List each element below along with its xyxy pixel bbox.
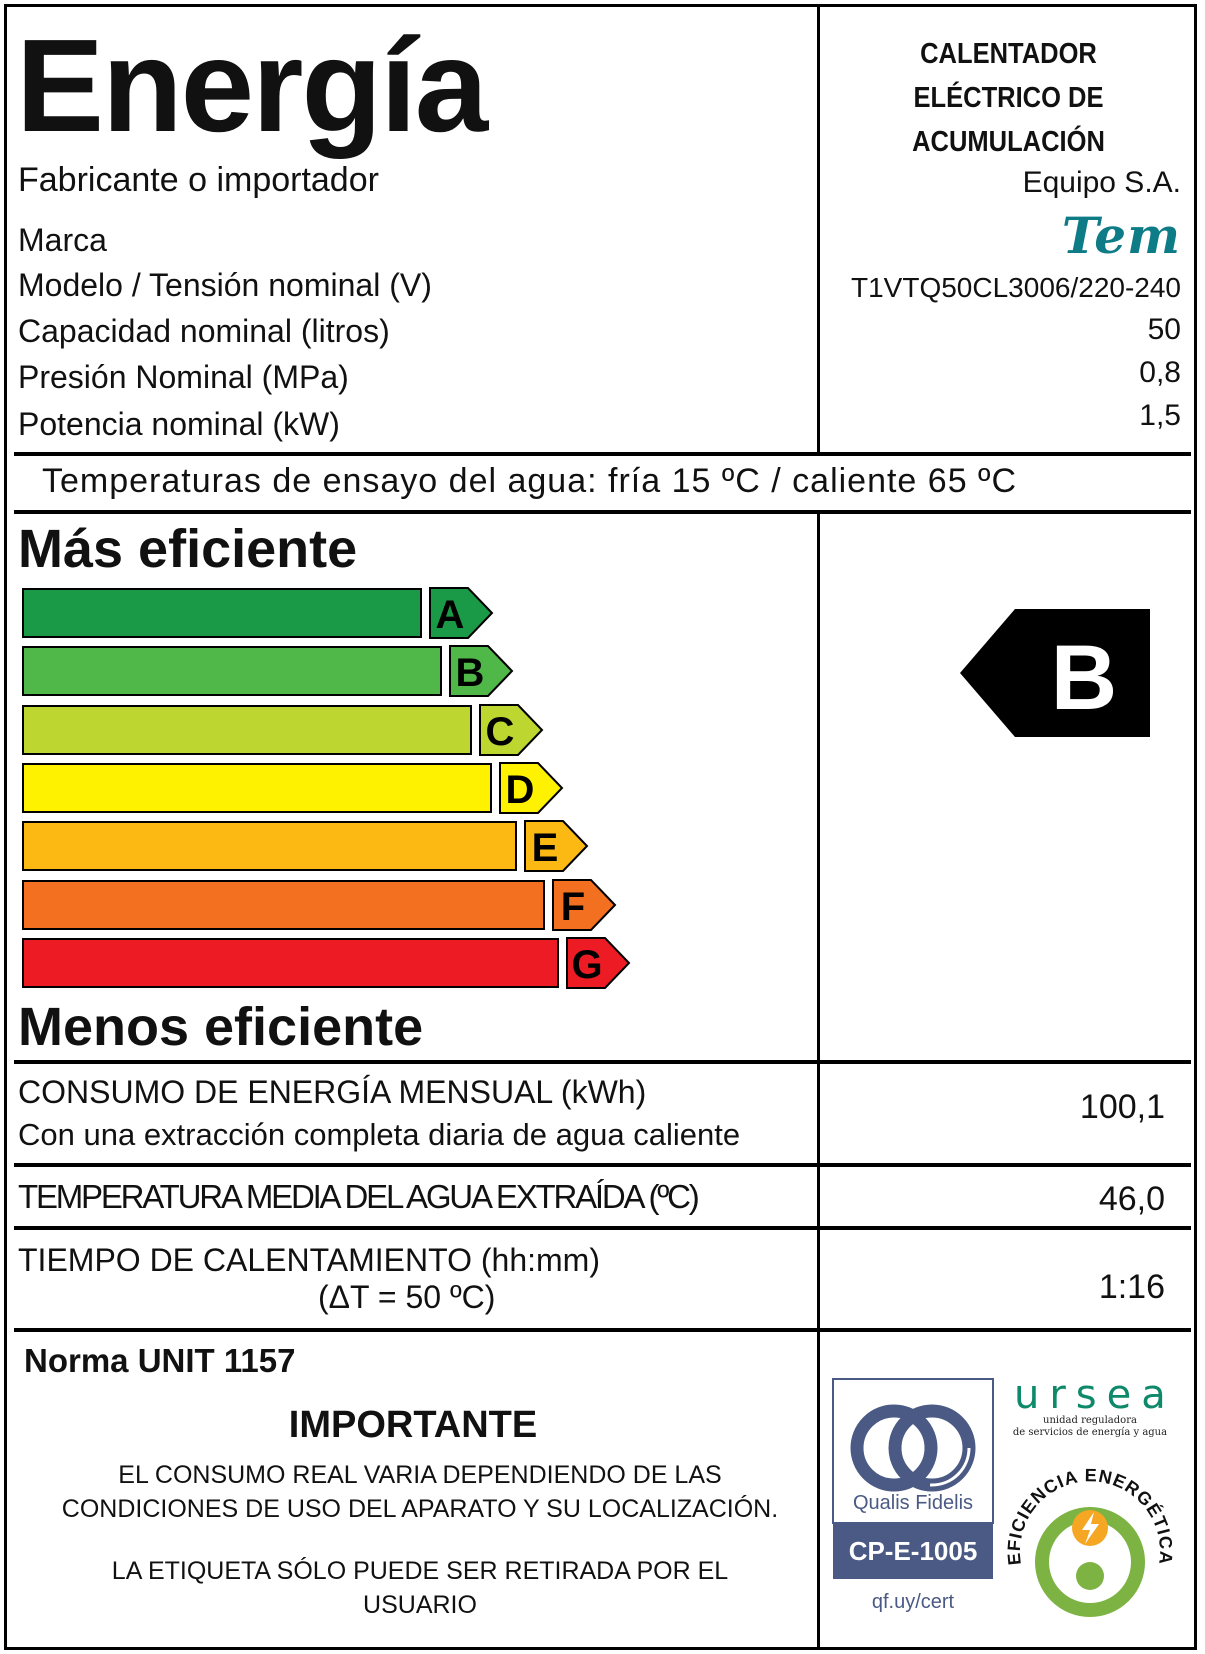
spec-value-capacity: 50 [1147, 313, 1181, 346]
divider-h1 [14, 452, 1191, 456]
svg-text:qf.uy/cert: qf.uy/cert [871, 1591, 955, 1613]
divider-vertical-bottom [817, 513, 820, 1648]
important-title: IMPORTANTE [288, 1404, 538, 1446]
spec-label-manufacturer: Fabricante o importador [18, 161, 379, 199]
efficiency-arrow-b [448, 644, 518, 698]
spec-label-pressure: Presión Nominal (MPa) [18, 359, 349, 395]
svg-text:ursea: ursea [1014, 1372, 1176, 1418]
svg-text:unidad reguladora: unidad reguladora [1043, 1415, 1137, 1426]
spec-label-capacity: Capacidad nominal (litros) [18, 313, 390, 349]
rating-letter: B [1050, 627, 1118, 729]
most-efficient-label: Más eficiente [18, 519, 358, 579]
qualis-fidelis-logo [832, 1378, 994, 1638]
ursea-logo [1006, 1372, 1176, 1438]
divider-vertical-top [817, 6, 820, 454]
divider-h2 [14, 510, 1191, 514]
divider-h6 [14, 1328, 1191, 1332]
consumption-label: CONSUMO DE ENERGÍA MENSUAL (kWh) [18, 1074, 647, 1110]
spec-value-power: 1,5 [1139, 399, 1181, 432]
svg-text:EFICIENCIA ENERGÉTICA: EFICIENCIA ENERGÉTICA [1003, 1465, 1177, 1567]
efficiency-bar-e [22, 821, 517, 871]
divider-h5 [14, 1226, 1191, 1230]
efficiency-letter-a: A [435, 593, 465, 637]
important-text: EL CONSUMO REAL VARIA DEPENDIENDO DE LAS CONDICIONES DE USO DEL APARATO Y SU LOCALIZACIÓN. [61, 1461, 779, 1523]
efficiency-arrow-e [523, 819, 593, 873]
efficiency-bar-g [22, 938, 559, 988]
efficiency-arrow-d [498, 761, 568, 815]
label-title: Energía [16, 12, 487, 159]
spec-label-model: Modelo / Tensión nominal (V) [18, 267, 432, 303]
efficiency-bar-d [22, 763, 492, 813]
norma-label: Norma UNIT 1157 [24, 1342, 296, 1379]
efficiency-arrow-g [565, 936, 635, 990]
consumption-sublabel: Con una extracción completa diaria de agua caliente [18, 1117, 741, 1152]
product-type: CALENTADOR ELÉCTRICO DE ACUMULACIÓN [912, 38, 1105, 158]
svg-text:Qualis Fidelis: Qualis Fidelis [852, 1492, 974, 1514]
spec-label-power: Potencia nominal (kW) [18, 406, 340, 442]
svg-text:de servicios de energía y agua: de servicios de energía y agua [1012, 1427, 1168, 1438]
efficiency-arrow-f [551, 878, 621, 932]
heating-value: 1:16 [1098, 1268, 1165, 1306]
efficiency-letter-b: B [455, 651, 485, 695]
test-temperatures: Temperaturas de ensayo del agua: fría 15 ºC / caliente 65 ºC [42, 462, 1018, 500]
temperature-value: 46,0 [1098, 1180, 1165, 1218]
svg-text:CP-E-1005: CP-E-1005 [848, 1536, 978, 1566]
efficiency-letter-g: G [571, 943, 603, 987]
divider-h4 [14, 1163, 1191, 1167]
heating-sublabel: (ΔT = 50 ºC) [318, 1279, 496, 1315]
rating-arrow [960, 609, 1150, 737]
efficiency-letter-d: D [505, 768, 535, 812]
removal-text: LA ETIQUETA SÓLO PUEDE SER RETIRADA POR EL USUARIO [111, 1557, 729, 1619]
efficiency-letter-c: C [485, 710, 515, 754]
consumption-value: 100,1 [1079, 1088, 1165, 1126]
efficiency-arrow-c [478, 703, 548, 757]
spec-label-brand: Marca [18, 222, 107, 258]
least-efficient-label: Menos eficiente [18, 997, 424, 1057]
heating-label: TIEMPO DE CALENTAMIENTO (hh:mm) [18, 1242, 600, 1278]
divider-h3 [14, 1060, 1191, 1064]
brand-logo-tem: Tem [1061, 206, 1181, 265]
efficiency-seal-logo [1000, 1450, 1180, 1630]
efficiency-bar-a [22, 588, 422, 638]
efficiency-bar-f [22, 880, 545, 930]
spec-value-model: T1VTQ50CL3006/220-240 [851, 272, 1181, 303]
spec-value-manufacturer: Equipo S.A. [1022, 166, 1181, 199]
efficiency-arrow-a [428, 586, 498, 640]
efficiency-bar-c [22, 705, 472, 755]
efficiency-bar-b [22, 646, 442, 696]
efficiency-letter-e: E [531, 826, 559, 870]
temperature-label: TEMPERATURA MEDIA DEL AGUA EXTRAÍDA (ºC) [18, 1178, 698, 1215]
spec-value-pressure: 0,8 [1139, 356, 1181, 389]
efficiency-letter-f: F [560, 885, 586, 929]
